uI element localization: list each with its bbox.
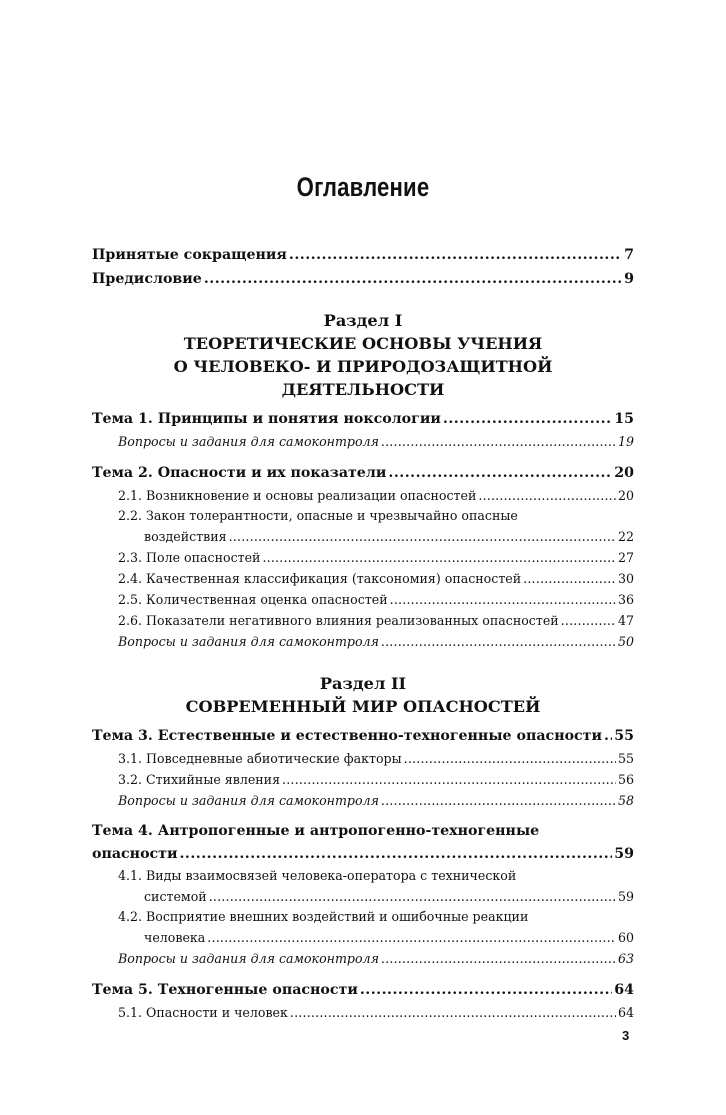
toc-entry-label-line: 4.2. Восприятие внешних воздействий и ошибочные реакции xyxy=(118,909,529,924)
toc-entry-self-check[interactable] xyxy=(92,790,634,811)
toc-entry-5-1[interactable] xyxy=(92,1002,634,1023)
dot-leader xyxy=(561,610,616,631)
toc-entry-label: Вопросы и задания для самоконтроля xyxy=(118,634,379,649)
toc-page-number: 20 xyxy=(614,465,634,481)
toc-page-number: 56 xyxy=(617,772,634,787)
section-title-line: ТЕОРЕТИЧЕСКИЕ ОСНОВЫ УЧЕНИЯ xyxy=(183,334,543,353)
toc-entry-preface[interactable] xyxy=(92,267,634,291)
toc-entry-self-check[interactable] xyxy=(92,948,634,969)
toc-entry-2-1[interactable] xyxy=(92,485,634,506)
toc-page-number: 60 xyxy=(617,930,634,945)
page-number: 3 xyxy=(622,1028,630,1043)
dot-leader xyxy=(179,842,612,866)
section-title-line: О ЧЕЛОВЕКО- И ПРИРОДОЗАЩИТНОЙ xyxy=(173,357,553,376)
toc-entry-continuation xyxy=(92,526,634,547)
toc-entry-2-3[interactable] xyxy=(92,547,634,568)
toc-page-number: 15 xyxy=(614,411,634,427)
toc-entry-label: Принятые сокращения xyxy=(92,247,287,263)
toc-entry-4-2[interactable] xyxy=(92,907,634,948)
dot-leader xyxy=(443,407,612,431)
toc-entry-label: 3.2. Стихийные явления xyxy=(118,772,281,787)
toc-page-number: 30 xyxy=(617,571,634,586)
dot-leader xyxy=(478,485,616,506)
toc-entry-label: Тема 3. Естественные и естественно-техногенные опасности xyxy=(92,728,602,744)
table-of-contents xyxy=(92,243,634,1023)
toc-entry-4-1[interactable] xyxy=(92,866,634,907)
toc-entry-topic-2[interactable] xyxy=(92,461,634,485)
dot-leader xyxy=(404,748,616,769)
toc-entry-topic-3[interactable] xyxy=(92,724,634,748)
toc-entry-topic-5[interactable] xyxy=(92,978,634,1002)
toc-page-number: 19 xyxy=(617,434,634,449)
dot-leader xyxy=(360,978,612,1002)
dot-leader xyxy=(523,568,616,589)
toc-entry-label: человека xyxy=(144,930,206,945)
toc-entry-abbreviations[interactable] xyxy=(92,243,634,267)
dot-leader xyxy=(204,267,622,291)
toc-page-number: 63 xyxy=(617,951,634,966)
toc-entry-topic-4[interactable] xyxy=(92,820,634,866)
toc-entry-continuation xyxy=(92,886,634,907)
toc-page-number: 7 xyxy=(624,247,634,263)
dot-leader xyxy=(604,724,612,748)
toc-page-number: 58 xyxy=(617,793,634,808)
toc-entry-label: 2.1. Возникновение и основы реализации опасностей xyxy=(118,488,477,503)
toc-entry-2-2[interactable] xyxy=(92,506,634,547)
toc-page-number: 55 xyxy=(617,751,634,766)
toc-entry-label-line: Тема 4. Антропогенные и антропогенно-техногенные xyxy=(92,823,540,839)
toc-entry-label: Предисловие xyxy=(92,271,202,287)
section-title-line: СОВРЕМЕННЫЙ МИР ОПАСНОСТЕЙ xyxy=(185,697,541,716)
toc-page-number: 47 xyxy=(617,613,634,628)
dot-leader xyxy=(289,243,622,267)
toc-entry-label: 2.5. Количественная оценка опасностей xyxy=(118,592,388,607)
dot-leader xyxy=(290,1002,616,1023)
dot-leader xyxy=(390,589,616,610)
dot-leader xyxy=(381,948,616,969)
toc-page-number: 55 xyxy=(614,728,634,744)
dot-leader xyxy=(282,769,616,790)
section-label: Раздел I xyxy=(323,311,403,330)
toc-entry-label: опасности xyxy=(92,846,178,862)
dot-leader xyxy=(262,547,616,568)
dot-leader xyxy=(381,631,616,652)
toc-entry-label: Вопросы и задания для самоконтроля xyxy=(118,434,379,449)
toc-entry-3-1[interactable] xyxy=(92,748,634,769)
toc-entry-topic-1[interactable] xyxy=(92,407,634,431)
toc-entry-continuation xyxy=(92,842,634,866)
toc-entry-2-5[interactable] xyxy=(92,589,634,610)
section-1-heading xyxy=(92,309,634,401)
dot-leader xyxy=(381,790,616,811)
toc-page-number: 27 xyxy=(617,550,634,565)
toc-entry-label: Тема 2. Опасности и их показатели xyxy=(92,465,387,481)
toc-page-number: 9 xyxy=(624,271,634,287)
toc-entry-label: Вопросы и задания для самоконтроля xyxy=(118,951,379,966)
toc-entry-label: 3.1. Повседневные абиотические факторы xyxy=(118,751,402,766)
toc-entry-label: Тема 5. Техногенные опасности xyxy=(92,982,358,998)
toc-entry-label: системой xyxy=(144,889,207,904)
dot-leader xyxy=(209,886,616,907)
section-2-heading xyxy=(92,672,634,718)
toc-page-number: 20 xyxy=(617,488,634,503)
dot-leader xyxy=(207,927,616,948)
toc-entry-2-4[interactable] xyxy=(92,568,634,589)
toc-entry-2-6[interactable] xyxy=(92,610,634,631)
toc-page-number: 64 xyxy=(614,982,634,998)
toc-entry-label: Тема 1. Принципы и понятия ноксологии xyxy=(92,411,441,427)
toc-entry-label: 2.3. Поле опасностей xyxy=(118,550,261,565)
toc-entry-label-line: 4.1. Виды взаимосвязей человека-оператора с технической xyxy=(118,868,517,883)
dot-leader xyxy=(381,431,616,452)
dot-leader xyxy=(388,461,612,485)
toc-entry-self-check[interactable] xyxy=(92,431,634,452)
toc-entry-3-2[interactable] xyxy=(92,769,634,790)
toc-entry-label: 2.6. Показатели негативного влияния реализованных опасностей xyxy=(118,613,559,628)
toc-entry-label: воздействия xyxy=(144,529,227,544)
toc-page-number: 59 xyxy=(617,889,634,904)
toc-entry-continuation xyxy=(92,927,634,948)
toc-entry-label: 2.4. Качественная классификация (таксономия) опасностей xyxy=(118,571,522,586)
dot-leader xyxy=(229,526,616,547)
page-title: Оглавление xyxy=(296,172,430,202)
toc-page-number: 50 xyxy=(617,634,634,649)
toc-page-number: 36 xyxy=(617,592,634,607)
section-title-line: ДЕЯТЕЛЬНОСТИ xyxy=(281,380,445,399)
toc-entry-label-line: 2.2. Закон толерантности, опасные и чрезвычайно опасные xyxy=(118,508,518,523)
toc-page-number: 59 xyxy=(614,846,634,862)
toc-entry-label: 5.1. Опасности и человек xyxy=(118,1005,288,1020)
toc-page-number: 64 xyxy=(617,1005,634,1020)
toc-entry-label: Вопросы и задания для самоконтроля xyxy=(118,793,379,808)
section-label: Раздел II xyxy=(319,674,407,693)
toc-entry-self-check[interactable] xyxy=(92,631,634,652)
toc-page-number: 22 xyxy=(617,529,634,544)
